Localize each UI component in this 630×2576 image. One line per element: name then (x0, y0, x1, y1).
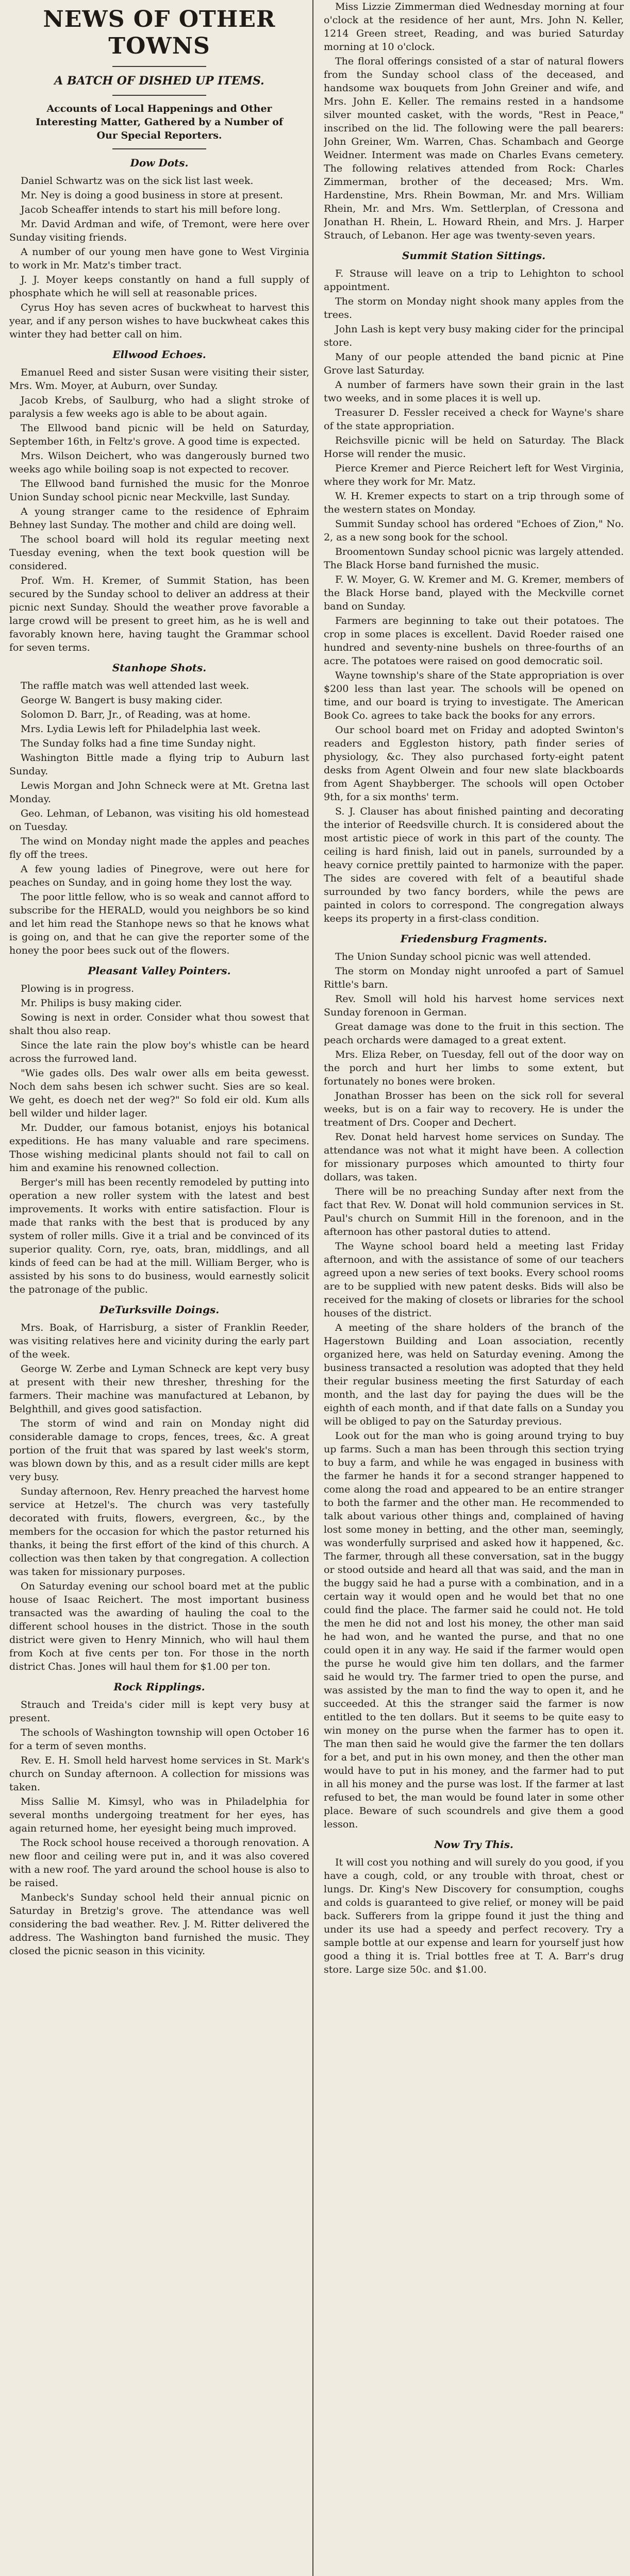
article-section (9, 963, 309, 1296)
paragraph: Mrs. Eliza Reber, on Tuesday, fell out of the door way on the porch and hurt her limbs to some extent, but fortunately no bones were broken. (324, 1049, 624, 1087)
paragraph: Mrs. Lydia Lewis left for Philadelphia last week. (21, 723, 261, 735)
paragraph: Wayne township's share of the State appropriation is over $200 less than last year. The schools will be opened on time, and our board is trying to investigate. The American Book Co. agrees to take back the books for any errors. (324, 670, 624, 721)
paragraph: A young stranger came to the residence of Ephraim Behney last Sunday. The mother and child are doing well. (9, 506, 309, 531)
headline-rule (112, 66, 206, 67)
deck: A BATCH OF DISHED UP ITEMS. (54, 74, 264, 88)
paragraph: Mr. David Ardman and wife, of Tremont, were here over Sunday visiting friends. (9, 218, 309, 243)
paragraph: On Saturday evening our school board met at the public house of Isaac Reichert. The most important business transacted was the awarding of hauling the coal to the different school houses in the district. Those in the south district were given to Henry Minnich, who will haul them from Koch at five cents per ton. For those in the north district Chas. Jones will haul them for $1.00 per ton. (9, 1581, 309, 1672)
article-section (9, 1302, 309, 1673)
article-section (9, 660, 309, 957)
section-title: Stanhope Shots. (112, 662, 207, 674)
paragraph: Mr. Philips is busy making cider. (21, 997, 183, 1009)
paragraph: W. H. Kremer expects to start on a trip through some of the western states on Monday. (324, 490, 624, 515)
paragraph: The Wayne school board held a meeting last Friday afternoon, and with the assistance of some of our teachers agreed upon a new series of text books. Every school rooms are to be supplied with new patent desks. Bids will also be received for the making of closets or libraries for the school houses of the district. (324, 1241, 624, 1319)
paragraph: John Lash is kept very busy making cider for the principal store. (324, 324, 624, 348)
paragraph: Reichsville picnic will be held on Saturday. The Black Horse will render the music. (324, 435, 624, 460)
paragraph: Miss Sallie M. Kimsyl, who was in Philadelphia for several months undergoing treatment for her eyes, has again returned home, her eyesight being much improved. (9, 1796, 309, 1834)
section-title: Dow Dots. (130, 157, 189, 169)
paragraph: Sunday afternoon, Rev. Henry preached the harvest home service at Hetzel's. The church was very tastefully decorated with fruits, flowers, evergreen, &c., by the members for the occasion for which the pastor returned his thanks, it being the first effort of the kind of this church. A collection was then taken by that congregation. A collection was taken for missionary purposes. (9, 1486, 309, 1578)
paragraph: Great damage was done to the fruit in this section. The peach orchards were damaged to a great extent. (324, 1021, 624, 1046)
paragraph: Manbeck's Sunday school held their annual picnic on Saturday in Bretzig's grove. The attendance was well considering the bad weather. Rev. J. M. Ritter delivered the address. The Washington band furnished the music. They closed the picnic season in this vicinity. (9, 1892, 309, 1957)
paragraph: Prof. Wm. H. Kremer, of Summit Station, has been secured by the Sunday school to deliver an address at their picnic next Sunday. Should the weather prove favorable a large crowd will be present to greet him, as he is well and favorably known here, having taught the Grammar school for seven terms. (9, 575, 309, 653)
paragraph: The storm on Monday night shook many apples from the trees. (324, 296, 624, 320)
paragraph: The storm of wind and rain on Monday night did considerable damage to crops, fences, trees, &c. A great portion of the fruit that was spared by last week's storm, was blown down by this, and as a result cider mills are kept very busy. (9, 1418, 309, 1483)
paragraph: The raffle match was well attended last week. (21, 680, 250, 691)
paragraph: The poor little fellow, who is so weak and cannot afford to subscribe for the HERALD, would you neighbors be so kind and let him read the Stanhope news so that he knows what is going on, and that he can give the reporter some of the honey the poor bees suck out of the flowers. (9, 891, 309, 956)
article-section (324, 931, 624, 1831)
article-section (9, 156, 309, 341)
paragraph: Many of our people attended the band picnic at Pine Grove last Saturday. (324, 351, 624, 376)
section-title: Ellwood Echoes. (112, 348, 206, 361)
paragraph: S. J. Clauser has about finished painting and decorating the interior of Reedsville church. It is considered about the most artistic piece of work in this part of the county. The ceiling is hard finish, laid out in panels, surrounded by a heavy cornice prettily painted to harmonize with the paper. The sides are covered with felt of a beautiful shade surrounded by two fancy borders, while the pews are painted in colors to correspond. The congregation always keeps its property in a first-class condition. (324, 806, 624, 924)
paragraph: A few young ladies of Pinegrove, were out here for peaches on Sunday, and in going home they lost the way. (9, 863, 309, 888)
paragraph: Summit Sunday school has ordered "Echoes of Zion," No. 2, as a new song book for the school. (324, 518, 624, 543)
paragraph: Treasurer D. Fessler received a check for Wayne's share of the state appropriation. (324, 407, 624, 432)
paragraph: Lewis Morgan and John Schneck were at Mt. Gretna last Monday. (9, 780, 309, 805)
right-column (324, 0, 624, 2576)
obituary (324, 0, 624, 242)
paragraph: Broomentown Sunday school picnic was largely attended. The Black Horse band furnished the music. (324, 546, 624, 571)
paragraph: A number of our young men have gone to West Virginia to work in Mr. Matz's timber tract. (9, 246, 309, 271)
paragraph: Our school board met on Friday and adopted Swinton's readers and Eggleston history, path finder series of physiology, &c. They also purchased forty-eight patent desks from Agent Olwein and four new slate blackboards from Agent Shaybberger. The schools will open October 9th, for a six months' term. (324, 724, 624, 803)
paragraph: "Wie gades olls. Des walr ower alls em beita gewesst. Noch dem sahs besen ich schwer sucht. Sies are so keal. We geht, es doech net der weg?" So fold eir old. Kum alls bell wilder und hilder lager. (9, 1067, 309, 1119)
paragraph: The storm on Monday night unroofed a part of Samuel Rittle's barn. (324, 965, 624, 990)
section-title: Rock Ripplings. (113, 1681, 205, 1693)
paragraph: It will cost you nothing and will surely do you good, if you have a cough, cold, or any trouble with throat, chest or lungs. Dr. King's New Discovery for consumption, coughs and colds is guaranteed to give relief, or money will be paid back. Sufferers from la grippe found it just the thing and under its use had a speedy and perfect recovery. Try a sample bottle at our expense and learn for yourself just how good a thing it is. Trial bottles free at T. A. Barr's drug store. Large size 50c. and $1.00. (324, 1857, 624, 1975)
paragraph: A number of farmers have sown their grain in the last two weeks, and in some places it is well up. (324, 379, 624, 404)
paragraph: J. J. Moyer keeps constantly on hand a full supply of phosphate which he will sell at reasonable prices. (9, 274, 309, 299)
paragraph: Strauch and Treida's cider mill is kept very busy at present. (9, 1699, 309, 1724)
paragraph: Solomon D. Barr, Jr., of Reading, was at home. (21, 709, 251, 720)
section-title: Friedensburg Fragments. (400, 933, 548, 945)
paragraph: Jonathan Brosser has been on the sick roll for several weeks, but is on a fair way to recovery. He is under the treatment of Drs. Cooper and Dechert. (324, 1090, 624, 1128)
article-section (324, 1837, 624, 1976)
article-section (9, 1680, 309, 1958)
paragraph: The schools of Washington township will open October 16 for a term of seven months. (9, 1727, 309, 1752)
paragraph: Rev. Donat held harvest home services on Sunday. The attendance was not what it might have been. A collection for missionary purposes which amounted to thirty four dollars, was taken. (324, 1131, 624, 1183)
paragraph: Since the late rain the plow boy's whistle can be heard across the furrowed land. (9, 1040, 309, 1064)
paragraph: Berger's mill has been recently remodeled by putting into operation a new roller system with the latest and best improvements. It works with entire satisfaction. Flour is made that ranks with the best that is produced by any system of roller mills. Give it a trial and be convinced of its superior quality. Corn, rye, oats, bran, middlings, and all kinds of feed can be had at the mill. William Berger, who is assisted by his sons to do business, would earnestly solicit the patronage of the public. (9, 1177, 309, 1295)
paragraph: George W. Bangert is busy making cider. (21, 694, 223, 706)
paragraph: The Ellwood band picnic will be held on Saturday, September 16th, in Feltz's grove. A good time is expected. (9, 422, 309, 447)
paragraph: George W. Zerbe and Lyman Schneck are kept very busy at present with their new thresher, threshing for the farmers. Their machine was manufactured at Lebanon, by Belghthill, and gives good satisfaction. (9, 1363, 309, 1415)
paragraph: Cyrus Hoy has seven acres of buckwheat to harvest this year, and if any person wishes to have buckwheat cakes this winter they had better call on him. (9, 302, 309, 340)
paragraph: The floral offerings consisted of a star of natural flowers from the Sunday school class of the deceased, and handsome wax bouquets from John Greiner and wife, and Mrs. John E. Keller. The remains rested in a handsome silver mounted casket, with the words, "Rest in Peace," inscribed on the lid. The following were the pall bearers: John Greiner, Wm. Warren, Chas. Schambach and George Weidner. Interment was made on Charles Evans cemetery. The following relatives attended from Rock: Charles Zimmerman, brother of the deceased; Mrs. Wm. Hardenstine, Mrs. Rhein Bowman, Mr. and Mrs. William Rhein, Mr. and Mrs. Wm. Settlerplan, of Cressona and Jonathan H. Rhein, L. Howard Rhein, and Mrs. J. Harper Strauch, of Lebanon. Her age was twenty-seven years. (324, 56, 624, 241)
paragraph: The Union Sunday school picnic was well attended. (335, 951, 591, 962)
column-rule (312, 0, 313, 2576)
subdeck: Accounts of Local Happenings and Other Interesting Matter, Gathered by a Number of Our Special Reporters. (35, 103, 284, 141)
subdeck-rule (112, 148, 206, 149)
section-title: Summit Station Sittings. (402, 249, 546, 262)
article-section (324, 248, 624, 925)
paragraph: Mr. Ney is doing a good business in store at present. (21, 190, 283, 201)
headline: NEWS OF OTHER TOWNS (43, 6, 276, 59)
section-title: Pleasant Valley Pointers. (88, 964, 231, 977)
paragraph: Pierce Kremer and Pierce Reichert left for West Virginia, where they work for Mr. Matz. (324, 463, 624, 487)
section-title: Now Try This. (434, 1838, 513, 1851)
paragraph: Plowing is in progress. (21, 983, 135, 994)
paragraph: Look out for the man who is going around trying to buy up farms. Such a man has been through this section trying to buy a farm, and while he was engaged in business with the farmer he hands it for a second stranger happened to come along the road and appeared to be an entire stranger to both the farmer and the other man. He recommended to talk about various other things and, complained of having lost some money in betting, and the other man, seemingly, was wonderfully surprised and asked how it happened, &c. The farmer, through all these conversation, sat in the buggy or stood outside and heard all that was said, and the man in the buggy said he had a purse with a combination, and in a certain way it would open and he would bet that no one could find the place. The farmer said he could not. He told the men he did not and lost his money, the other man said he had won, and he wanted the purse, and that no one could open it in any way. He said if the farmer would open the purse he would give him ten dollars, and the farmer said he would try. The farmer tried to open the purse, and was assisted by the man to find the way to open it, and he succeeded. At this the stranger said the farmer is now entitled to the ten dollars. But it seems to be quite easy to win money on the purse when the farmer has to open it. The man then said he would give the farmer the ten dollars for a bet, and put in his own money, and then the other man would have to put in his money, and the farmer had to put in all his money and the purse was lost. If the farmer at last refused to bet, the man would be found later in some other place. Beware of such scoundrels and give them a good lesson. (324, 1430, 624, 1830)
paragraph: Jacob Krebs, of Saulburg, who had a slight stroke of paralysis a few weeks ago is able to be about again. (9, 395, 309, 419)
paragraph: F. W. Moyer, G. W. Kremer and M. G. Kremer, members of the Black Horse band, played with the Meckville cornet band on Sunday. (324, 574, 624, 612)
paragraph: Washington Bittle made a flying trip to Auburn last Sunday. (9, 752, 309, 777)
right-sections (324, 248, 624, 1976)
paragraph: The wind on Monday night made the apples and peaches fly off the trees. (9, 836, 309, 860)
paragraph: Farmers are beginning to take out their potatoes. The crop in some places is excellent. David Roeder raised one hundred and seventy-nine bushels on three-fourths of an acre. The potatoes were raised on good democratic soil. (324, 615, 624, 667)
paragraph: Jacob Scheaffer intends to start his mill before long. (21, 204, 281, 215)
paragraph: Rev. E. H. Smoll held harvest home services in St. Mark's church on Sunday afternoon. A collection for missions was taken. (9, 1755, 309, 1793)
paragraph: Mr. Dudder, our famous botanist, enjoys his botanical expeditions. He has many valuable and rare specimens. Those wishing medicinal plants should not fail to call on him and examine his renowned collection. (9, 1122, 309, 1174)
paragraph: Rev. Smoll will hold his harvest home services next Sunday forenoon in German. (324, 993, 624, 1018)
paragraph: Emanuel Reed and sister Susan were visiting their sister, Mrs. Wm. Moyer, at Auburn, over Sunday. (9, 367, 309, 392)
left-sections (9, 156, 309, 1958)
paragraph: Mrs. Boak, of Harrisburg, a sister of Franklin Reeder, was visiting relatives here and vicinity during the early part of the week. (9, 1322, 309, 1360)
paragraph: F. Strause will leave on a trip to Lehighton to school appointment. (324, 268, 624, 293)
paragraph: Geo. Lehman, of Lebanon, was visiting his old homestead on Tuesday. (9, 808, 309, 833)
paragraph: The Rock school house received a thorough renovation. A new floor and ceiling were put in, and it was also covered with a new roof. The yard around the school house is also to be raised. (9, 1837, 309, 1889)
paragraph: The Ellwood band furnished the music for the Monroe Union Sunday school picnic near Meckville, last Sunday. (9, 478, 309, 503)
left-column (9, 0, 309, 2576)
paragraph: Sowing is next in order. Consider what thou sowest that shalt thou also reap. (9, 1012, 309, 1037)
paragraph: There will be no preaching Sunday after next from the fact that Rev. W. Donat will hold communion services in St. Paul's church on Summit Hill in the forenoon, and in the afternoon has other pastoral duties to attend. (324, 1186, 624, 1238)
paragraph: Miss Lizzie Zimmerman died Wednesday morning at four o'clock at the residence of her aunt, Mrs. John N. Keller, 1214 Green street, Reading, and was buried Saturday morning at 10 o'clock. (324, 1, 624, 53)
section-title: DeTurksville Doings. (99, 1303, 220, 1316)
paragraph: The Sunday folks had a fine time Sunday night. (21, 738, 256, 749)
paragraph: Daniel Schwartz was on the sick list last week. (21, 175, 254, 187)
deck-rule (112, 95, 206, 96)
paragraph: The school board will hold its regular meeting next Tuesday evening, when the text book question will be considered. (9, 534, 309, 572)
article-section (9, 347, 309, 654)
paragraph: A meeting of the share holders of the branch of the Hagerstown Building and Loan association, recently organized here, was held on Saturday evening. Among the business transacted a resolution was adopted that they held their regular business meeting the first Saturday of each month, and the last day for paying the dues will be the eighth of each month, and if that date falls on a Sunday you will be obliged to pay on the Saturday previous. (324, 1322, 624, 1427)
paragraph: Mrs. Wilson Deichert, who was dangerously burned two weeks ago while boiling soap is not expected to recover. (9, 450, 309, 475)
